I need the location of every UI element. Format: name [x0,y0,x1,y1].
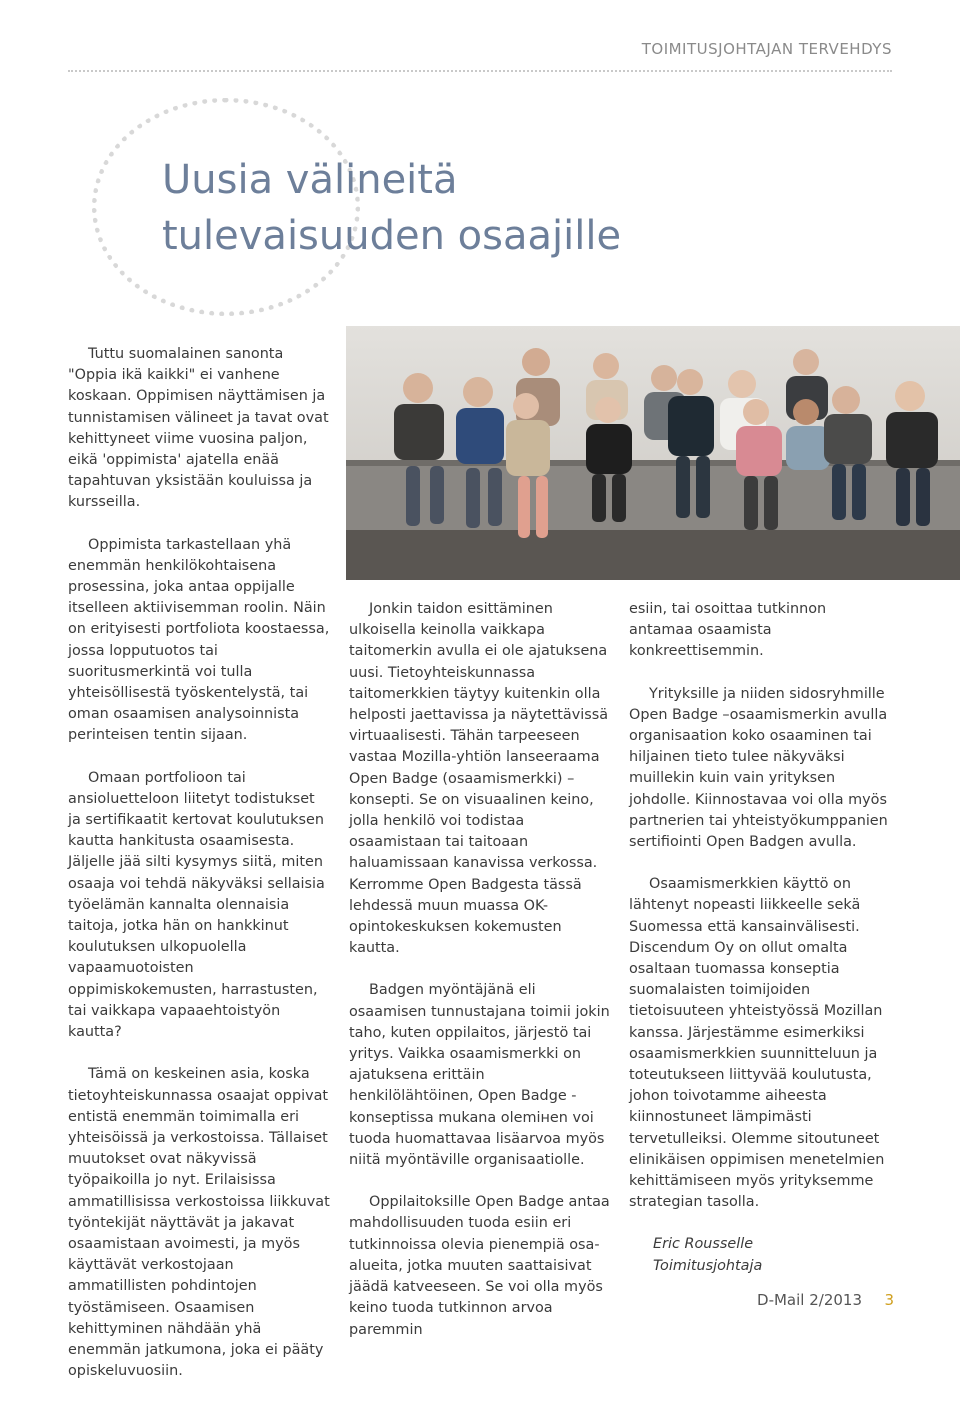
paragraph: Tuttu suomalainen sanonta "Oppia ikä kaikki" ei vanhene koskaan. Oppimisen näyttämisen ja tunnistamisen välineet ja tavat ovat kehittyneet viime vuosina paljon, eikä 'oppimista' ajatella enää tapahtuvan yksistään kouluissa ja kursseilla. [68,346,329,511]
paragraph: Omaan portfolioon tai ansioluetteloon liitetyt todistukset ja sertifikaatit kertovat koulutuksen kautta hankitusta osaamisesta. Jäljelle jää silti kysymys siitä, miten osaaja voi tehdä näkyväksi sellaisia työelämän kannalta olennaisia taitoja, jotka hän on hankkinut koulutuksen ulkopuolella vapaamuotoisten oppimiskokemusten, harrastusten, tai vaikkapa vapaaehtoistyön kautta? [68,769,325,1041]
column-2 [349,599,611,1362]
page-title [162,152,621,264]
section-header: TOIMITUSJOHTAJAN TERVEHDYS [641,40,892,58]
paragraph: Jonkin taidon esittäminen ulkoisella keinolla vaikkapa taitomerkin avulla ei ole ajatuksena uusi. Tietoyhteiskunnassa taitomerkkien täytyy kuitenkin olla helposti jaettavissa ja näytettävissä virtuaalisesti. Tähän tarpeeseen vastaa Mozilla-yhtiön lanseeraama Open Badge (osaamismerkki) –konsepti. Se on visuaalinen keino, jolla henkilö voi todistaa osaamistaan tai taitoaan haluamissaan kanavissa verkossa. Kerromme Open Badgesta tässä lehdessä muun muassa OK-opintokeskuksen kokemusten kautta. [349,601,609,957]
group-photo [346,326,960,580]
page-number: 3 [884,1291,894,1309]
paragraph: Oppilaitoksille Open Badge antaa mahdollisuuden tuoda esiin eri tutkinnoissa olevia pienempiä osa-alueita, jotka muuten saattaisivat jäädä katveeseen. Se voi olla myös keino tuoda tutkinnon arvoa paremmin [349,1194,610,1338]
signature [629,1234,891,1276]
column-1 [68,344,330,1403]
column-3 [629,599,891,1277]
paragraph: Yrityksille ja niiden sidosryhmille Open Badge –osaamismerkin avulla organisaation koko osaaminen tai hiljainen tieto tulee näkyväksi muillekin kuin vain yrityksen johdolle. Kiinnostavaa voi olla myös partnerien tai yhteistyökumppanien sertifiointi Open Badgen avulla. [629,685,888,851]
title-line-2: tulevaisuuden osaajille [162,213,622,259]
paragraph: esiin, tai osoittaa tutkinnon antamaa osaamista konkreettisemmin. [629,601,827,660]
paragraph: Osaamismerkkien käyttö on lähtenyt nopeasti liikkeelle sekä Suomessa että kansainvälisesti. Discendum Oy on ollut omalta osaltaan tuomassa konseptia suomalaisten toimijoiden tietoisuuteen yhteistyössä Mozillan kanssa. Järjestämme esimerkiksi osaamismerkkien suunnitteluun ja toteutukseen liittyvää koulutusta, johon toivotamme aiheesta kiinnostuneet lämpimästi tervetulleiksi. Olemme sitoutuneet elinikäisen oppimisen menetelmien kehittämiseen myös yrityksemme strategian tasolla. [629,876,885,1211]
paragraph: Tämä on keskeinen asia, koska tietoyhteiskunnassa osaajat oppivat entistä enemmän toimimalla eri yhteisöissä ja verkostoissa. Tällaiset muutokset ovat näkyvissä työpaikoilla jo nyt. Erilaisissa ammatillisissa verkostoissa liikkuvat työntekijät näyttävät ja jakavat osaamistaan avoimesti, ja myös käyttävät verkostojaan ammatillisten pohdintojen työstämiseen. Osaamisen kehittyminen nähdään yhä enemmän jatkumona, joka ei pääty opiskeluvuosiin. [68,1066,330,1380]
paragraph: Badgen myöntäjänä eli osaamisen tunnustajana toimii jokin taho, kuten oppilaitos, järjestö tai yritys. Vaikka osaamismerkki on ajatuksena erittäin henkilölähtöinen, Open Badge -konseptissa mukana olemінen voi tuoda huomattavaa lisäarvoa myös niitä myöntäville organisaatiolle. [349,982,610,1169]
header-rule [68,70,892,72]
signature-title: Toimitusjohtaja [653,1257,763,1274]
signature-name: Eric Rousselle [653,1236,754,1253]
title-line-1: Uusia välineitä [162,157,458,203]
paragraph: Oppimista tarkastellaan yhä enemmän henkilökohtaisena prosessina, joka antaa oppijalle itselleen aktiivisemman roolin. Näin on erityisesti portfoliota koostaessa, jossa lopputuotos tai suoritusmerkintä voi tulla yhteisöllisestä työskentelystä, tai oman osaamisen analysoinnista perinteisen tentin sijaan. [68,536,330,744]
group-photo-icon [346,326,960,580]
footer-magazine: D-Mail 2/2013 [757,1291,862,1309]
